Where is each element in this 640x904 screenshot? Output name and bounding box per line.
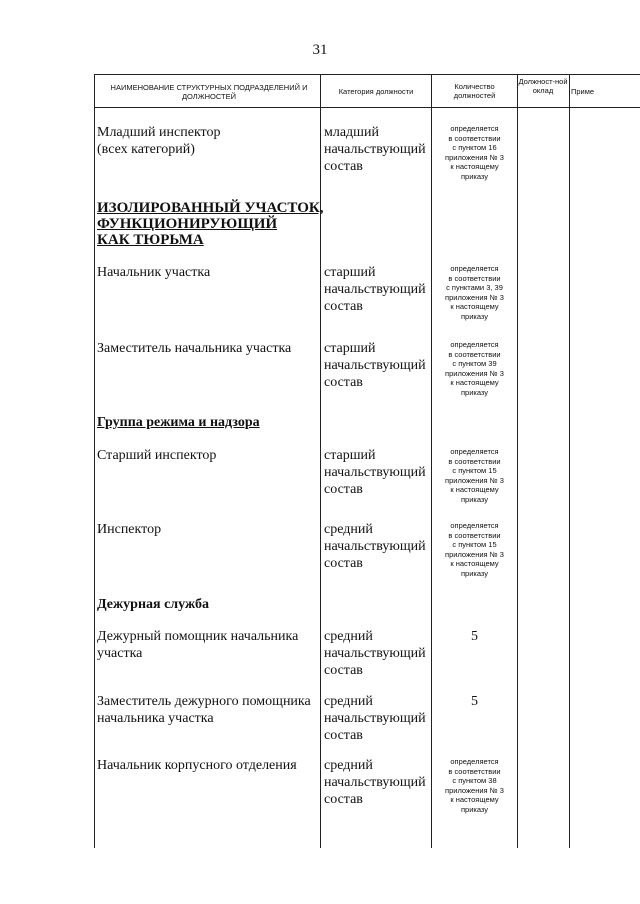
row-category: младший начальствующий состав — [324, 125, 426, 174]
header-bottom-border — [94, 107, 640, 108]
header-note: Приме — [571, 87, 595, 96]
row-quantity: определяется в соответствии с пунктом 15 приложения № 3 к настоящему приказу — [445, 447, 504, 504]
row-category: старший начальствующий состав — [324, 448, 426, 497]
row-category: средний начальствующий состав — [324, 522, 426, 571]
row-name: Начальник участка — [97, 265, 211, 280]
page-number: 31 — [312, 42, 328, 58]
header-name: НАИМЕНОВАНИЕ СТРУКТУРНЫХ ПОДРАЗДЕЛЕНИЙ И ДОЛЖНОСТЕЙ — [110, 83, 308, 101]
row-name: Заместитель начальника участка — [97, 341, 292, 356]
row-quantity: 5 — [471, 629, 478, 644]
row-quantity: определяется в соответствии с пунктом 15 приложения № 3 к настоящему приказу — [445, 521, 504, 578]
column-divider — [569, 74, 570, 848]
row-name: Инспектор — [97, 522, 162, 537]
section-heading: ИЗОЛИРОВАННЫЙ УЧАСТОК, ФУНКЦИОНИРУЮЩИЙ КАК ТЮРЬМА — [97, 200, 324, 248]
row-name: Дежурный помощник начальника участка — [97, 629, 299, 661]
row-category: средний начальствующий состав — [324, 629, 426, 678]
row-name: Старший инспектор — [97, 448, 217, 463]
row-quantity: 5 — [471, 694, 478, 709]
header-quantity: Количество должностей — [453, 82, 496, 100]
header-category: Категория должности — [338, 87, 414, 96]
row-quantity: определяется в соответствии с пунктами 3, 39 приложения № 3 к настоящему приказу — [445, 264, 504, 321]
row-quantity: определяется в соответствии с пунктом 16 приложения № 3 к настоящему приказу — [445, 124, 504, 181]
row-quantity: определяется в соответствии с пунктом 39 приложения № 3 к настоящему приказу — [445, 340, 504, 397]
row-name: Заместитель дежурного помощника начальника участка — [97, 694, 311, 726]
section-heading: Группа режима и надзора — [97, 415, 260, 430]
row-name: Начальник корпусного отделения — [97, 758, 297, 773]
row-quantity: определяется в соответствии с пунктом 38 приложения № 3 к настоящему приказу — [445, 757, 504, 814]
header-salary: Должност-ной оклад — [518, 77, 568, 95]
column-divider — [517, 74, 518, 848]
column-divider — [94, 74, 95, 848]
row-category: средний начальствующий состав — [324, 694, 426, 743]
row-category: старший начальствующий состав — [324, 341, 426, 390]
column-divider — [320, 74, 321, 848]
table-top-border — [94, 74, 640, 75]
section-heading: Дежурная служба — [97, 597, 209, 612]
row-name: Младший инспектор (всех категорий) — [97, 125, 221, 157]
row-category: старший начальствующий состав — [324, 265, 426, 314]
row-category: средний начальствующий состав — [324, 758, 426, 807]
